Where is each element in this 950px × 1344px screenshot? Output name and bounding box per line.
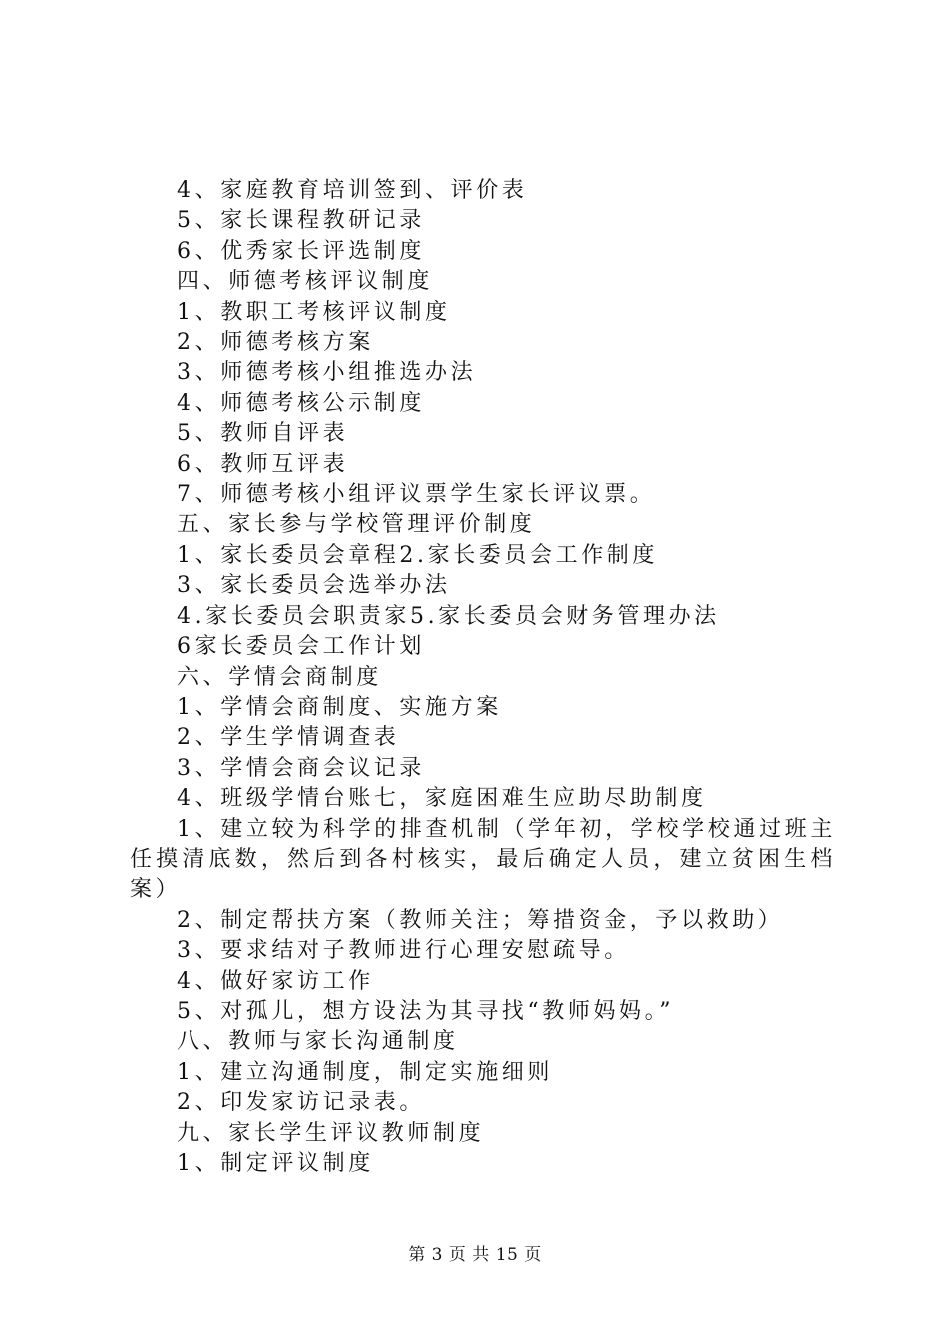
- text-line: 4、班级学情台账七，家庭困难生应助尽助制度: [177, 786, 707, 812]
- text-line: 4、做好家访工作: [177, 968, 374, 994]
- text-line: 5、家长课程教研记录: [177, 208, 425, 234]
- text-line: 4.家长委员会职责家5.家长委员会财务管理办法: [177, 603, 720, 629]
- text-line: 5、对孤儿，想方设法为其寻找“教师妈妈。”: [177, 998, 675, 1024]
- text-line: 1、建立沟通制度，制定实施细则: [177, 1059, 553, 1085]
- paragraph: 1、建立较为科学的排查机制（学年初，学校学校通过班主任摸清底数，然后到各村核实，最后确定人员，建立贫困生档案）: [130, 816, 836, 903]
- page-number-footer: 第 3 页 共 15 页: [408, 1245, 542, 1265]
- text-line: 2、学生学情调查表: [177, 725, 400, 751]
- text-line: 2、制定帮扶方案（教师关注；筹措资金，予以救助）: [177, 907, 784, 933]
- document-body: [130, 176, 836, 1179]
- section-heading: 九、家长学生评议教师制度: [177, 1120, 485, 1146]
- text-line: 3、要求结对子教师进行心理安慰疏导。: [177, 938, 630, 964]
- section-heading: 六、学情会商制度: [177, 664, 382, 690]
- text-line: 3、学情会商会议记录: [177, 755, 425, 781]
- text-line: 7、师德考核小组评议票学生家长评议票。: [177, 482, 656, 508]
- text-line: 1、学情会商制度、实施方案: [177, 694, 502, 720]
- text-line: 1、制定评议制度: [177, 1151, 374, 1176]
- section-heading: 八、教师与家长沟通制度: [177, 1029, 459, 1055]
- text-line: 6、教师互评表: [177, 451, 349, 477]
- text-line: 4、家庭教育培训签到、评价表: [177, 178, 528, 203]
- text-line: 3、家长委员会选举办法: [177, 573, 451, 599]
- text-line: 6家长委员会工作计划: [177, 634, 425, 660]
- text-line: 3、师德考核小组推选办法: [177, 360, 477, 386]
- section-heading: 五、家长参与学校管理评价制度: [177, 512, 536, 538]
- text-line: 1、教职工考核评议制度: [177, 299, 451, 325]
- text-line: 5、教师自评表: [177, 421, 349, 447]
- section-heading: 四、师德考核评议制度: [177, 269, 434, 295]
- text-line: 1、家长委员会章程2.家长委员会工作制度: [177, 542, 658, 568]
- text-line: 2、印发家访记录表。: [177, 1090, 425, 1116]
- text-line: 4、师德考核公示制度: [177, 390, 425, 416]
- text-line: 2、师德考核方案: [177, 330, 374, 356]
- text-line: 6、优秀家长评选制度: [177, 238, 425, 264]
